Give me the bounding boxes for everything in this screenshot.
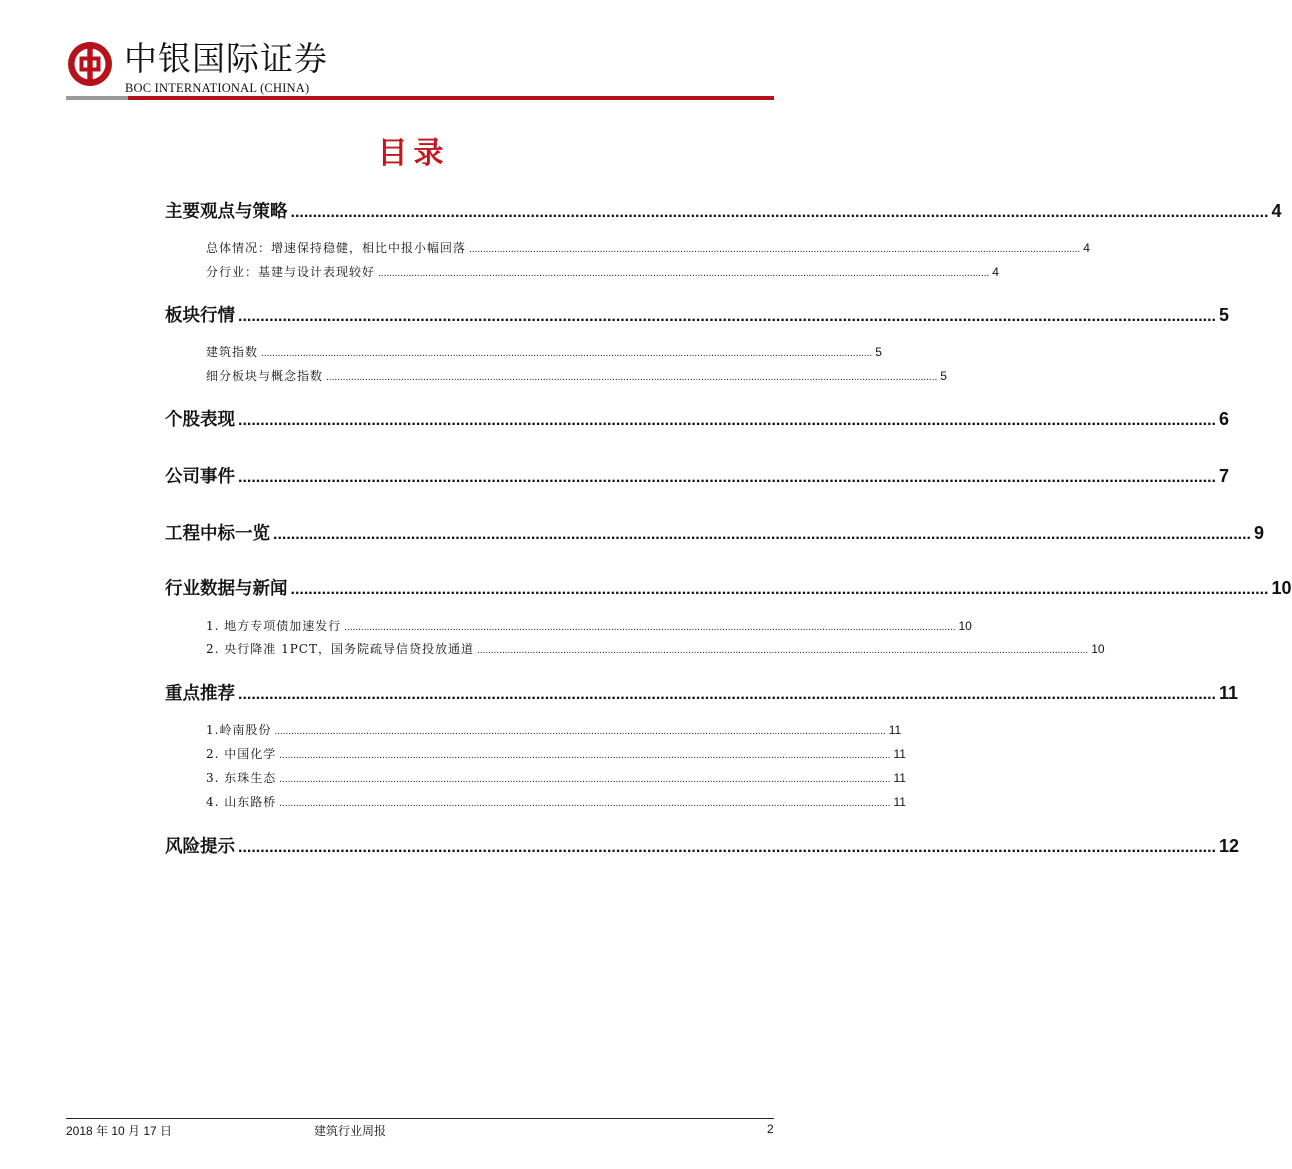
toc-entry-page: 4	[1083, 241, 1090, 255]
toc-entry-label: 细分板块与概念指数	[206, 369, 324, 383]
toc-entry-page: 11	[888, 723, 902, 737]
toc-entry-page: 7	[1218, 466, 1229, 486]
toc-dot-leader: ............................................................................................................................................................................................................................	[326, 372, 938, 383]
brand-name-chinese: 中银国际证券	[124, 39, 328, 78]
toc-entry-page: 4	[992, 265, 999, 279]
toc-section-entry[interactable]	[165, 575, 1292, 600]
toc-subsection-entry[interactable]	[206, 745, 906, 762]
toc-subsection-entry[interactable]	[206, 640, 1105, 657]
toc-dot-leader: ............................................................................................................................................................................................................................	[238, 686, 1216, 703]
toc-entry-page: 9	[1253, 523, 1264, 543]
brand-name-english: BOC INTERNATIONAL (CHINA)	[125, 81, 310, 95]
toc-section-entry[interactable]	[165, 198, 1282, 223]
boc-logo-icon	[66, 40, 114, 88]
toc-entry-label: 重点推荐	[165, 684, 235, 704]
toc-entry-label: 3. 东珠生态	[206, 771, 277, 785]
toc-section-entry[interactable]	[165, 302, 1229, 327]
header-rule-grey	[66, 96, 128, 100]
toc-entry-page: 5	[875, 345, 882, 359]
toc-dot-leader: ............................................................................................................................................................................................................................	[344, 622, 956, 633]
toc-subsection-entry[interactable]	[206, 617, 972, 634]
toc-section-entry[interactable]	[165, 463, 1229, 488]
toc-entry-label: 公司事件	[165, 467, 235, 487]
toc-dot-leader: ............................................................................................................................................................................................................................	[469, 244, 1081, 255]
toc-entry-label: 1.岭南股份	[206, 723, 272, 737]
toc-entry-label: 行业数据与新闻	[165, 579, 288, 599]
toc-dot-leader: ............................................................................................................................................................................................................................	[290, 581, 1269, 598]
toc-dot-leader: ............................................................................................................................................................................................................................	[290, 204, 1269, 221]
toc-entry-label: 2. 央行降准 1PCT，国务院疏导信贷投放通道	[206, 642, 474, 656]
toc-entry-label: 总体情况：增速保持稳健，相比中报小幅回落	[206, 241, 467, 255]
toc-entry-page: 11	[893, 747, 906, 761]
toc-subsection-entry[interactable]	[206, 263, 999, 280]
toc-subsection-entry[interactable]	[206, 769, 906, 786]
footer-date: 2018 年 10 月 17 日	[66, 1124, 173, 1138]
footer-rule	[66, 1118, 774, 1119]
toc-entry-page: 11	[893, 795, 906, 809]
toc-entry-label: 分行业：基建与设计表现较好	[206, 265, 376, 279]
toc-dot-leader: ............................................................................................................................................................................................................................	[279, 774, 891, 785]
toc-entry-page: 11	[1218, 683, 1238, 703]
toc-section-entry[interactable]	[165, 680, 1238, 705]
toc-subsection-entry[interactable]	[206, 721, 902, 738]
toc-entry-page: 4	[1271, 201, 1282, 221]
toc-dot-leader: ............................................................................................................................................................................................................................	[238, 308, 1216, 325]
toc-entry-label: 工程中标一览	[165, 524, 270, 544]
toc-entry-label: 个股表现	[165, 410, 235, 430]
toc-entry-page: 10	[1271, 578, 1292, 598]
toc-entry-page: 10	[958, 619, 972, 633]
toc-entry-page: 5	[1218, 305, 1229, 325]
toc-entry-label: 建筑指数	[206, 345, 259, 359]
header-rule-red	[128, 96, 774, 100]
footer-page-number: 2	[767, 1122, 774, 1136]
toc-title: 目录	[377, 136, 450, 171]
toc-dot-leader: ............................................................................................................................................................................................................................	[274, 726, 886, 737]
toc-entry-label: 2. 中国化学	[206, 747, 277, 761]
toc-entry-label: 板块行情	[165, 306, 235, 326]
footer-report-title: 建筑行业周报	[314, 1124, 387, 1138]
toc-dot-leader: ............................................................................................................................................................................................................................	[476, 645, 1089, 656]
toc-dot-leader: ............................................................................................................................................................................................................................	[238, 412, 1216, 429]
toc-dot-leader: ............................................................................................................................................................................................................................	[279, 798, 891, 809]
report-header	[66, 38, 774, 102]
toc-entry-page: 6	[1218, 409, 1229, 429]
toc-entry-label: 4. 山东路桥	[206, 795, 277, 809]
toc-entry-label: 主要观点与策略	[165, 202, 288, 222]
toc-entry-page: 12	[1218, 836, 1239, 856]
toc-subsection-entry[interactable]	[206, 367, 947, 384]
toc-entry-label: 风险提示	[165, 837, 235, 857]
toc-entry-label: 1. 地方专项债加速发行	[206, 619, 342, 633]
toc-dot-leader: ............................................................................................................................................................................................................................	[238, 469, 1216, 486]
toc-dot-leader: ............................................................................................................................................................................................................................	[238, 839, 1216, 856]
toc-section-entry[interactable]	[165, 406, 1229, 431]
toc-entry-page: 10	[1091, 642, 1105, 656]
toc-subsection-entry[interactable]	[206, 793, 906, 810]
toc-dot-leader: ............................................................................................................................................................................................................................	[273, 526, 1251, 543]
toc-subsection-entry[interactable]	[206, 239, 1090, 256]
toc-section-entry[interactable]	[165, 833, 1239, 858]
toc-entry-page: 5	[940, 369, 947, 383]
toc-entry-page: 11	[893, 771, 906, 785]
toc-dot-leader: ............................................................................................................................................................................................................................	[378, 268, 990, 279]
toc-dot-leader: ............................................................................................................................................................................................................................	[261, 348, 873, 359]
toc-section-entry[interactable]	[165, 520, 1264, 545]
toc-dot-leader: ............................................................................................................................................................................................................................	[279, 750, 891, 761]
toc-subsection-entry[interactable]	[206, 343, 882, 360]
